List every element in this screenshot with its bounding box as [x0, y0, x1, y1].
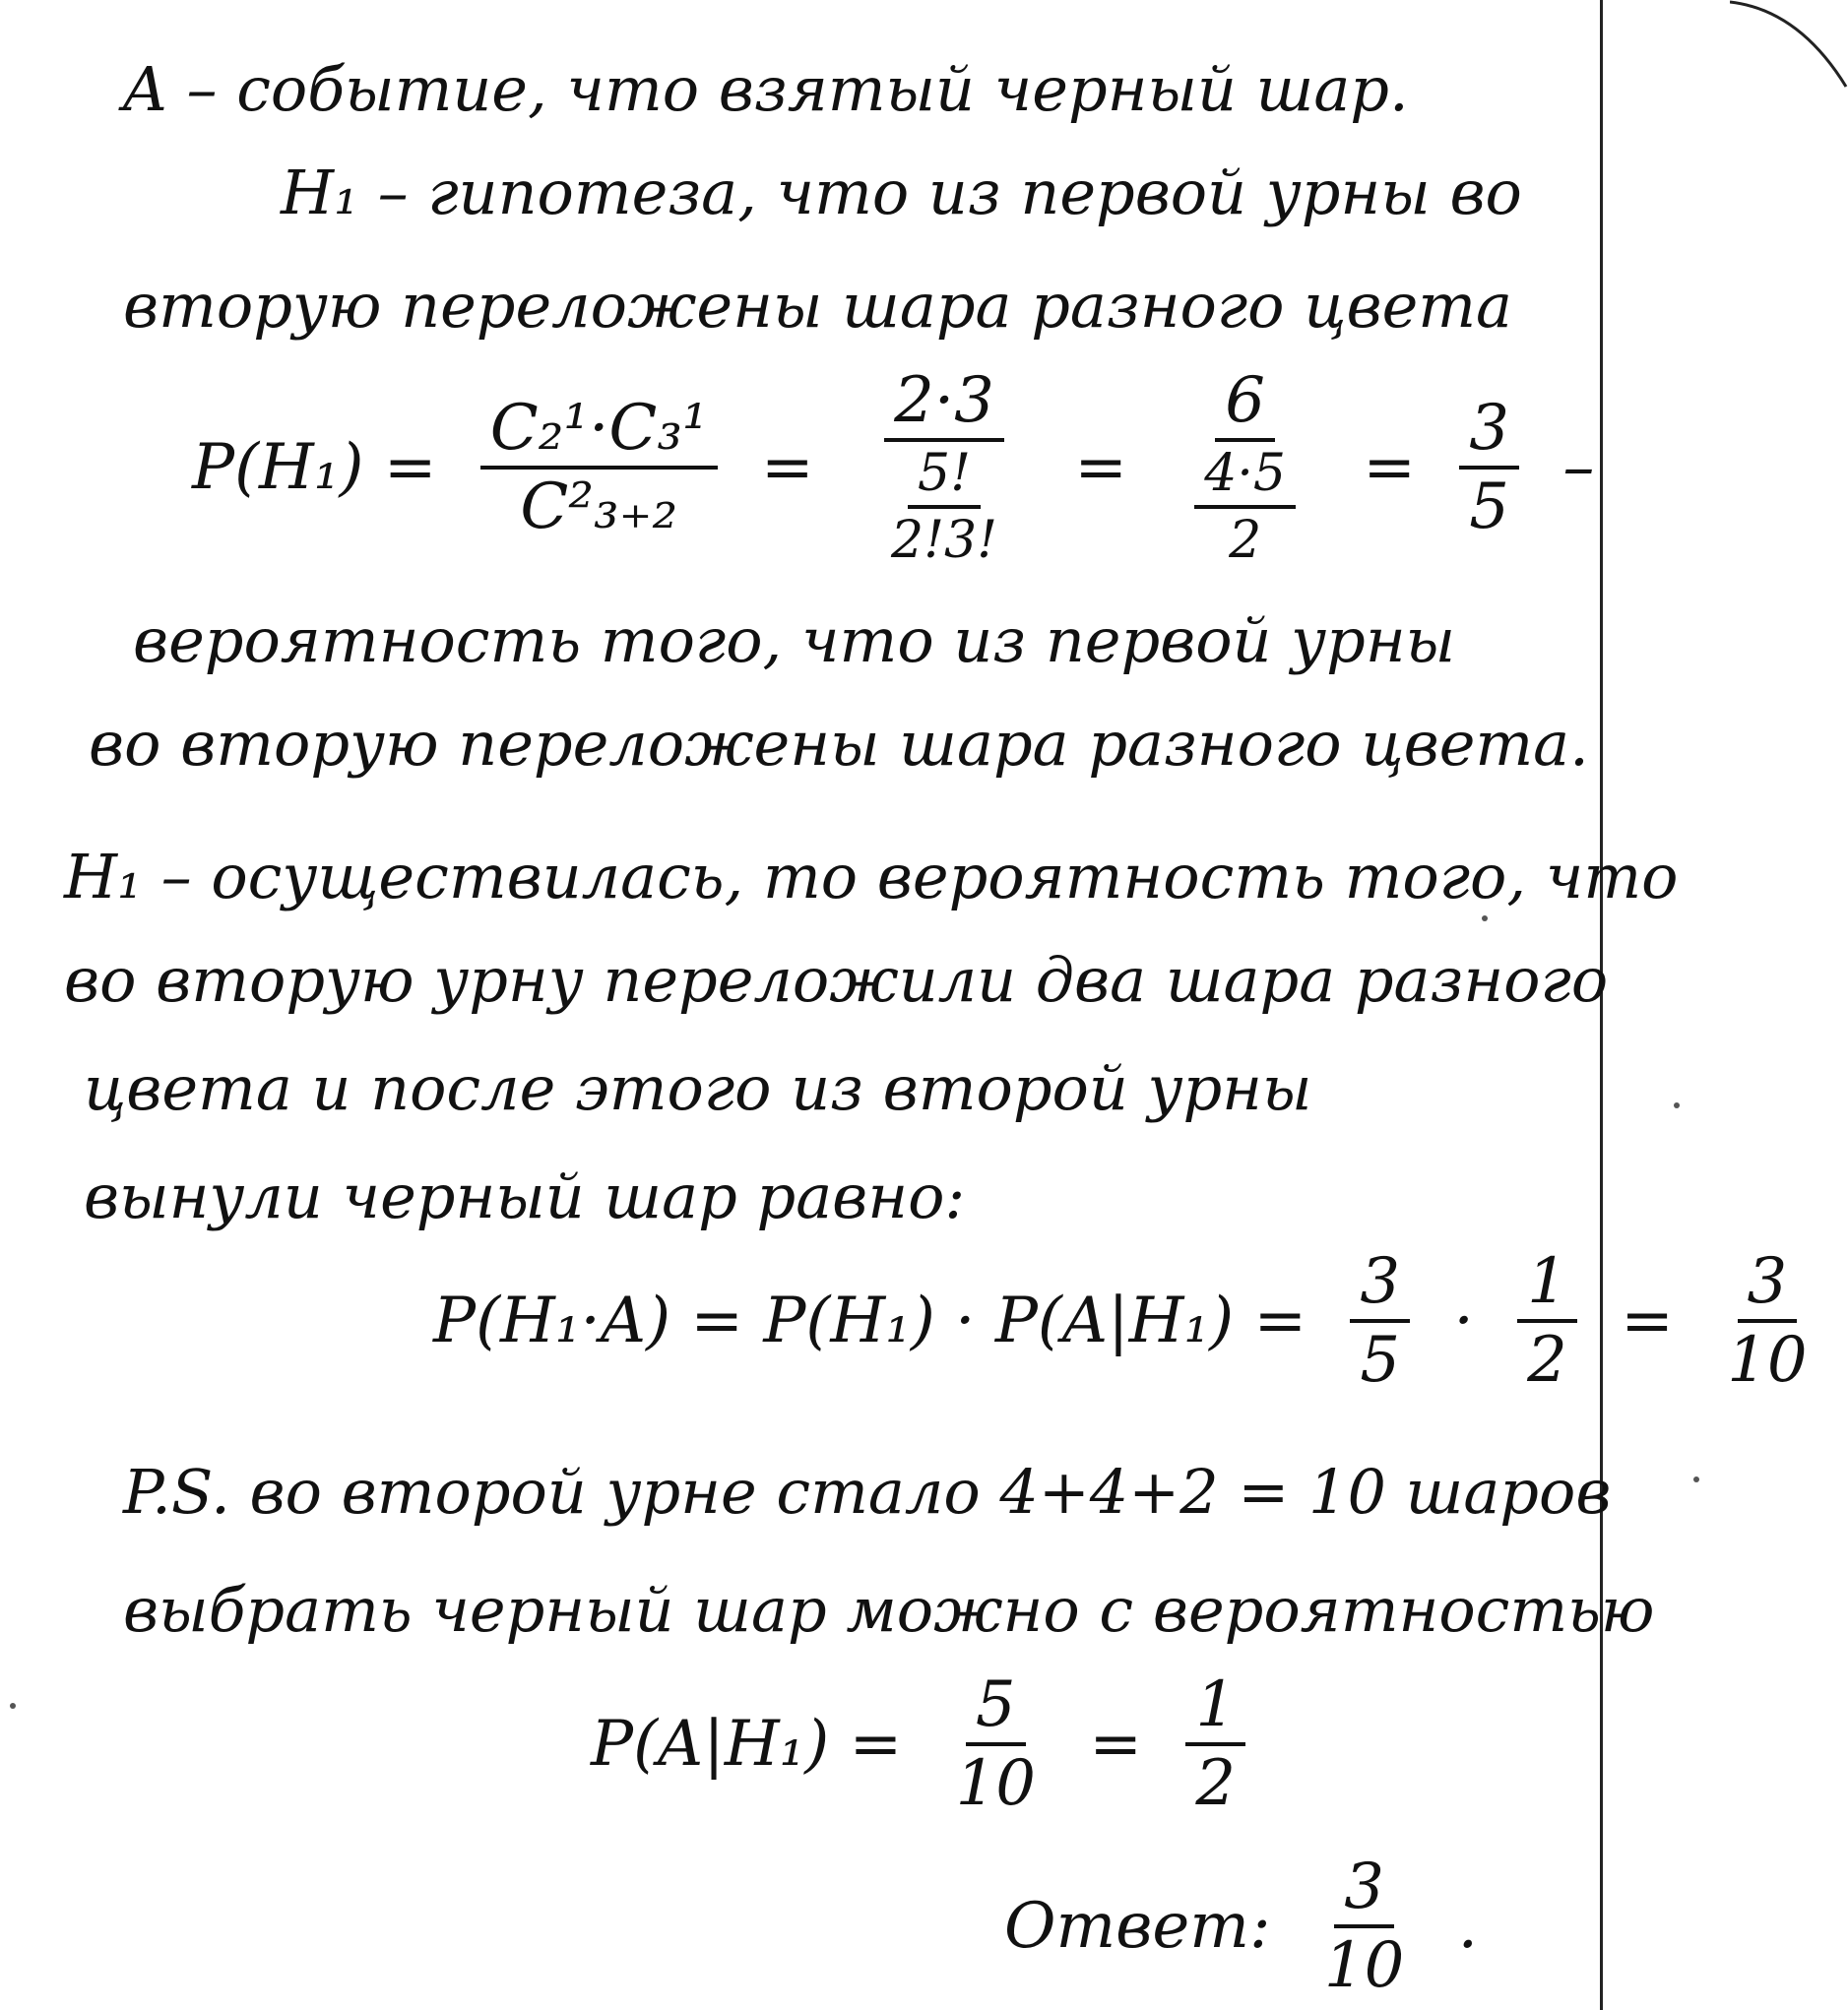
fraction-simplified: $\frac{6}{\frac{4\cdot 5}{2}}$: [1171, 369, 1319, 566]
text-line-10: вынули черный шар равно:: [84, 1161, 966, 1232]
text-line-12: P.S. во второй урне стало 4+4+2 = 10 шаров: [123, 1456, 1612, 1528]
stray-mark: [1674, 1102, 1680, 1108]
fraction-factorial: $\frac{2\cdot 3}{\frac{5!}{2!3!}}$: [858, 369, 1031, 566]
text-line-2: H₁ – гипотеза, что из первой урны во: [281, 157, 1522, 228]
formula-p-h1-lhs: P(H₁) =: [192, 431, 437, 504]
formula-p-h1: P(H₁) = $\frac{\text{C₂¹·C₃¹}}{\text{C²₃₊₂}}$ = $\frac{2\cdot 3}{\frac{5!}{2!3!}}$ = $\frac{6}{\frac{4\cdot 5}{2}}$ = $\frac{3}{5}$ –: [192, 364, 1595, 570]
fraction-combinations: $\frac{\text{C₂¹·C₃¹}}{\text{C²₃₊₂}}$: [480, 397, 718, 538]
text-line-6: во вторую переложены шара разного цвета.: [89, 708, 1589, 780]
text-line-13: выбрать черный шар можно с вероятностью: [123, 1574, 1655, 1646]
answer-fraction: $\frac{3}{10}$: [1323, 1851, 1405, 2002]
stray-mark: [10, 1703, 16, 1709]
folded-corner: [1730, 0, 1848, 89]
answer-label: Ответ:: [1004, 1890, 1271, 1963]
text-line-9: цвета и после этого из второй урны: [84, 1052, 1312, 1124]
text-line-7: H₁ – осуществилась, то вероятность того, что: [64, 841, 1679, 912]
formula-p-a-given-h1: P(A|H₁) = $\frac{5}{10}$ = $\frac{1}{2}$: [581, 1673, 1259, 1815]
stray-mark: [1482, 915, 1488, 921]
stray-mark: [1693, 1476, 1699, 1482]
text-line-3: вторую переложены шара разного цвета: [123, 270, 1513, 342]
answer: Ответ: $\frac{3}{10}$ .: [1004, 1851, 1478, 2002]
text-line-5: вероятность того, что из первой урны: [133, 604, 1456, 676]
formula-p-h1-a: P(H₁·A) = P(H₁) · P(A|H₁) = $\frac{3}{5}$ · $\frac{1}{2}$ = $\frac{3}{10}$: [433, 1245, 1808, 1397]
text-line-8: во вторую урну переложили два шара разного: [64, 944, 1609, 1016]
text-line-1: A – событие, что взятый черный шар.: [123, 53, 1409, 125]
fraction-result: $\frac{3}{5}$: [1459, 397, 1519, 538]
